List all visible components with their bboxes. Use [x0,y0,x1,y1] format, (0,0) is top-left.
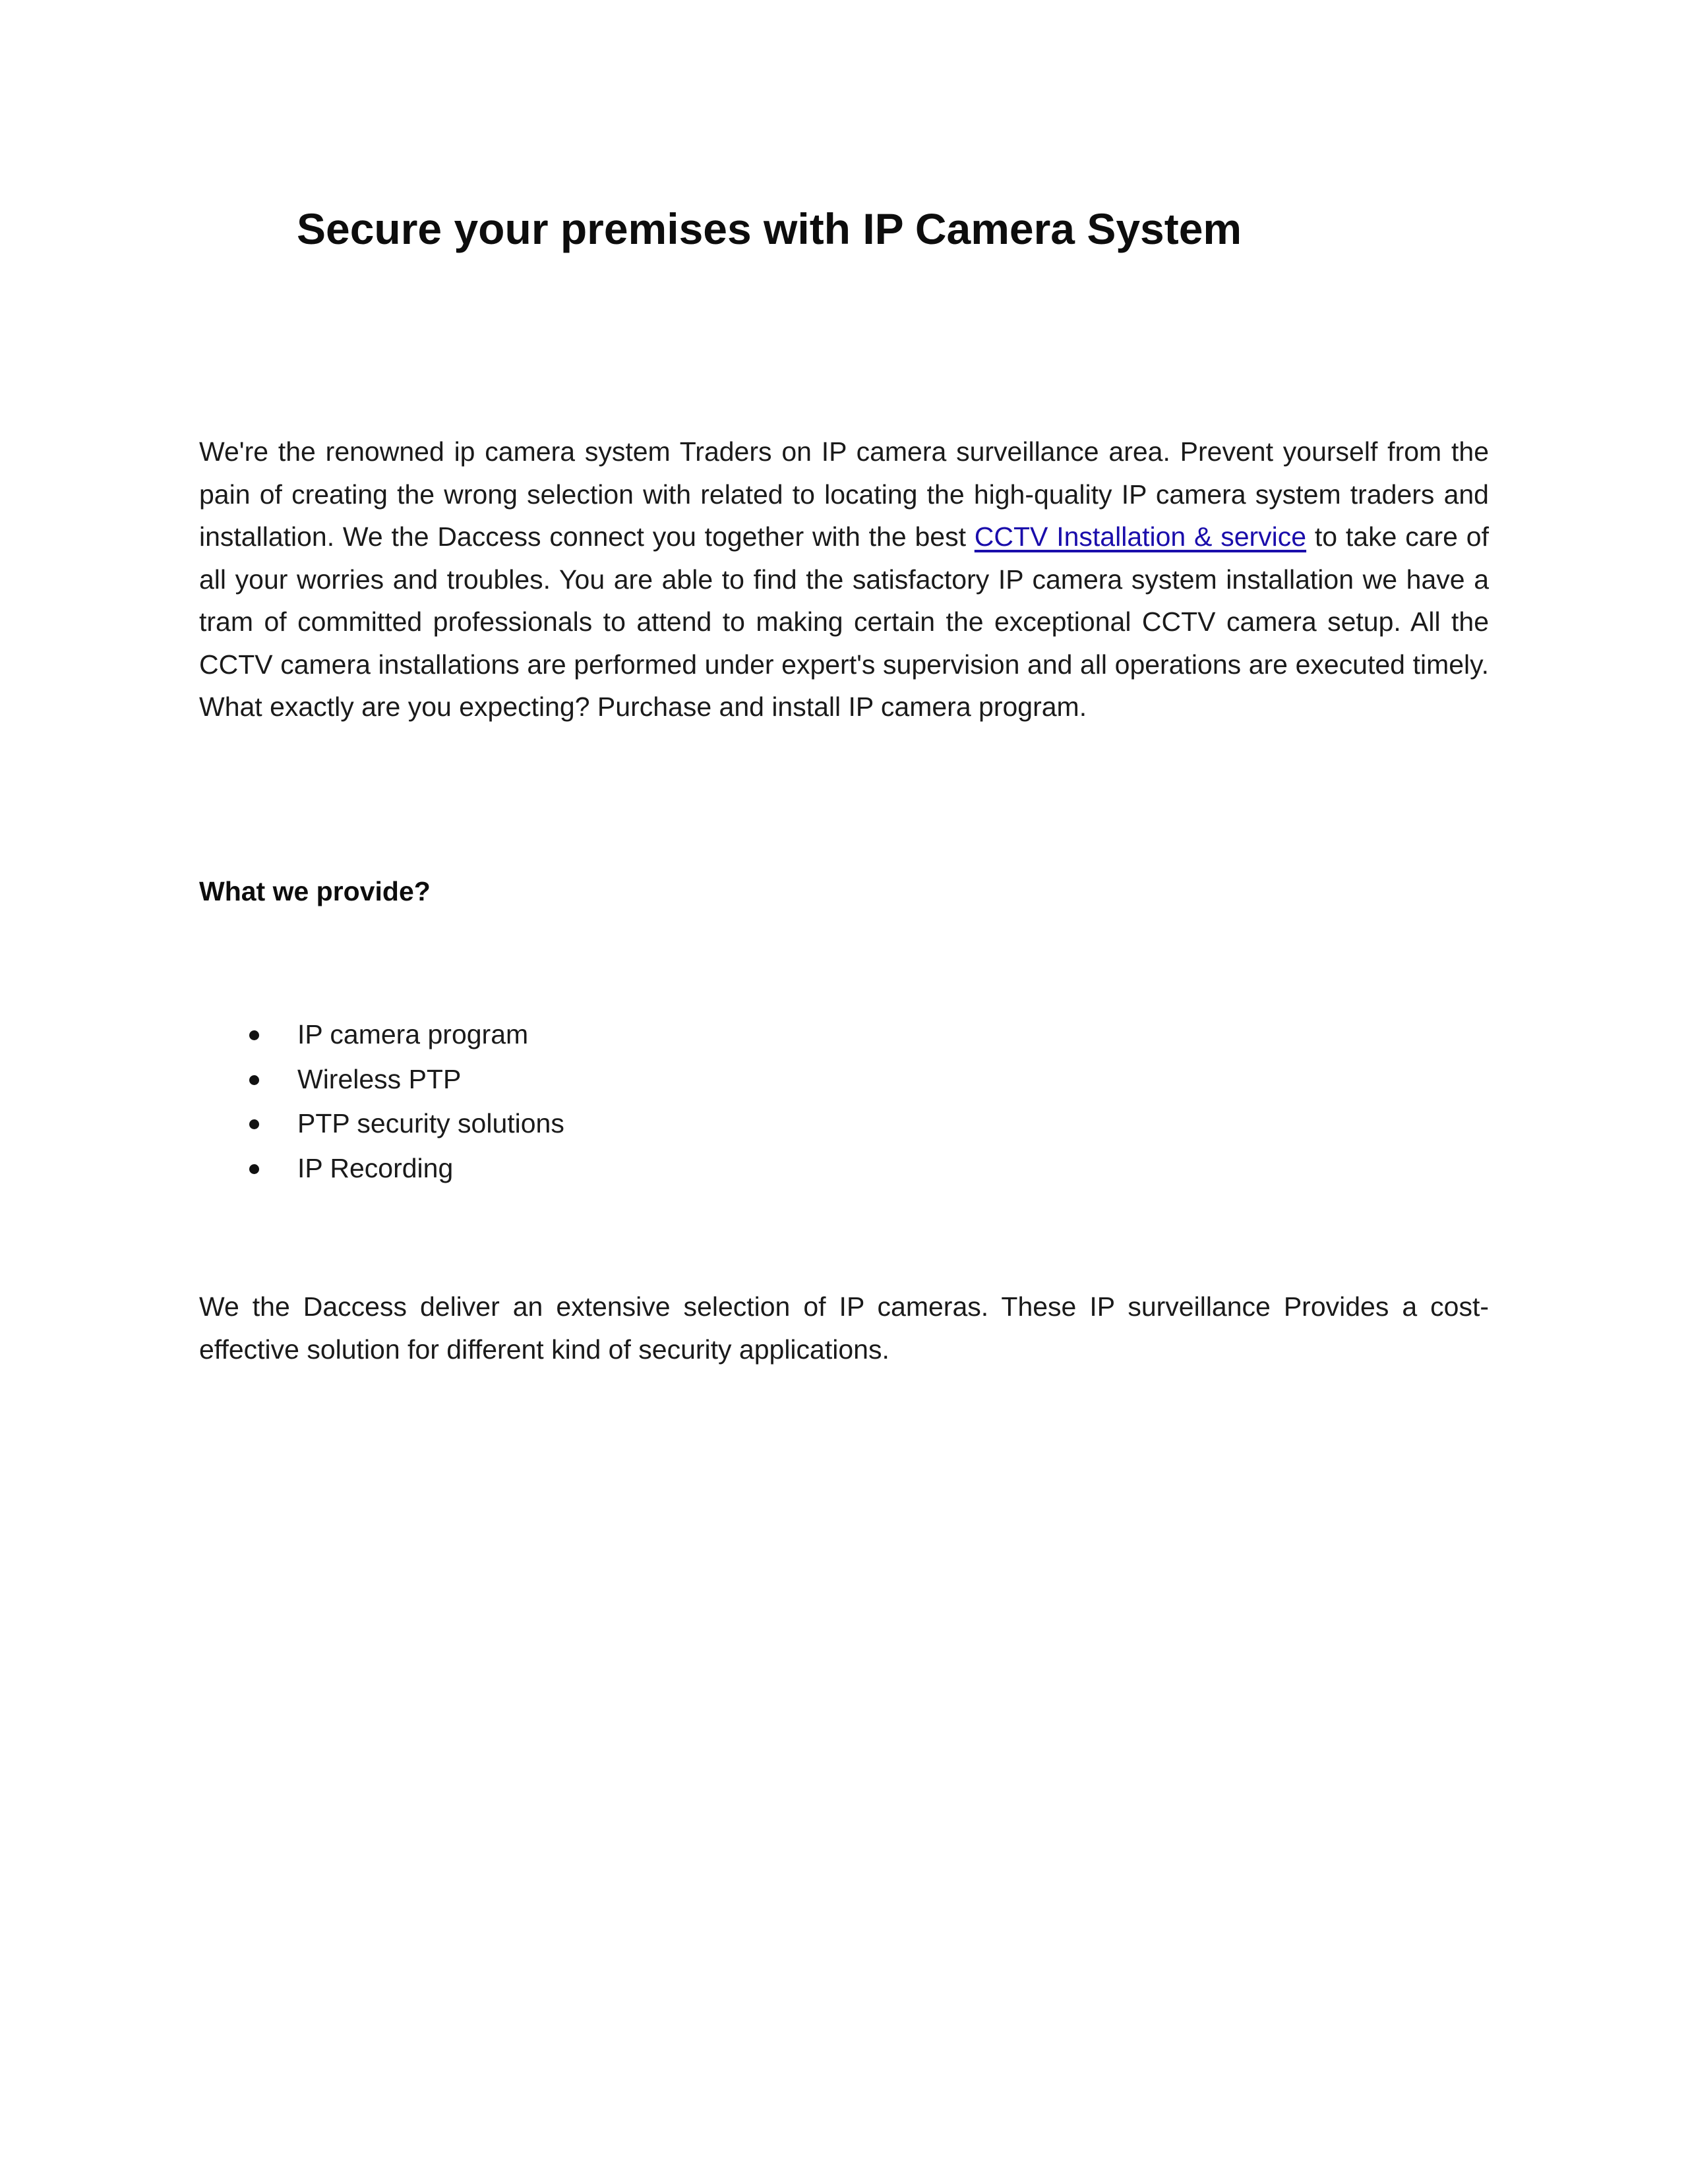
list-item-label: Wireless PTP [297,1063,462,1094]
intro-text-after-link: to take care of all your worries and troubles. You are able to find the satisfactory IP camera system installation we have a tram of committed professionals to attend to making certain the exceptional CCTV camera setup. All the CCTV camera installations are performed under expert's supervision and all operations are executed timely. What exactly are you expecting? Purchase and install IP camera program. [199,521,1489,722]
bullet-icon [249,1164,259,1174]
bullet-icon [249,1030,259,1040]
list-item [199,1102,990,1146]
list-item [199,1057,990,1102]
list-item-label: IP camera program [297,1019,529,1049]
section-heading: What we provide? [199,876,431,906]
list-item [199,1146,990,1191]
bullet-icon [249,1119,259,1129]
services-list [199,1013,990,1191]
list-item [199,1013,990,1057]
page-title: Secure your premises with IP Camera System [297,204,1242,253]
list-item-label: IP Recording [297,1152,454,1183]
intro-text-before-link: We're the renowned ip camera system Traders on IP camera surveillance area. Prevent yourself from the pain of creating the wrong selection with related to locating the high-quality IP camera system traders and installation. We the Daccess connect you together with the best [199,436,1489,552]
list-item-label: PTP security solutions [297,1108,564,1138]
cctv-installation-link[interactable]: CCTV Installation & service [974,521,1307,552]
closing-paragraph: We the Daccess deliver an extensive selection of IP cameras. These IP surveillance Provides a cost-effective solution for different kind of security applications. [199,1291,1489,1365]
intro-paragraph [199,430,1489,728]
bullet-icon [249,1075,259,1085]
